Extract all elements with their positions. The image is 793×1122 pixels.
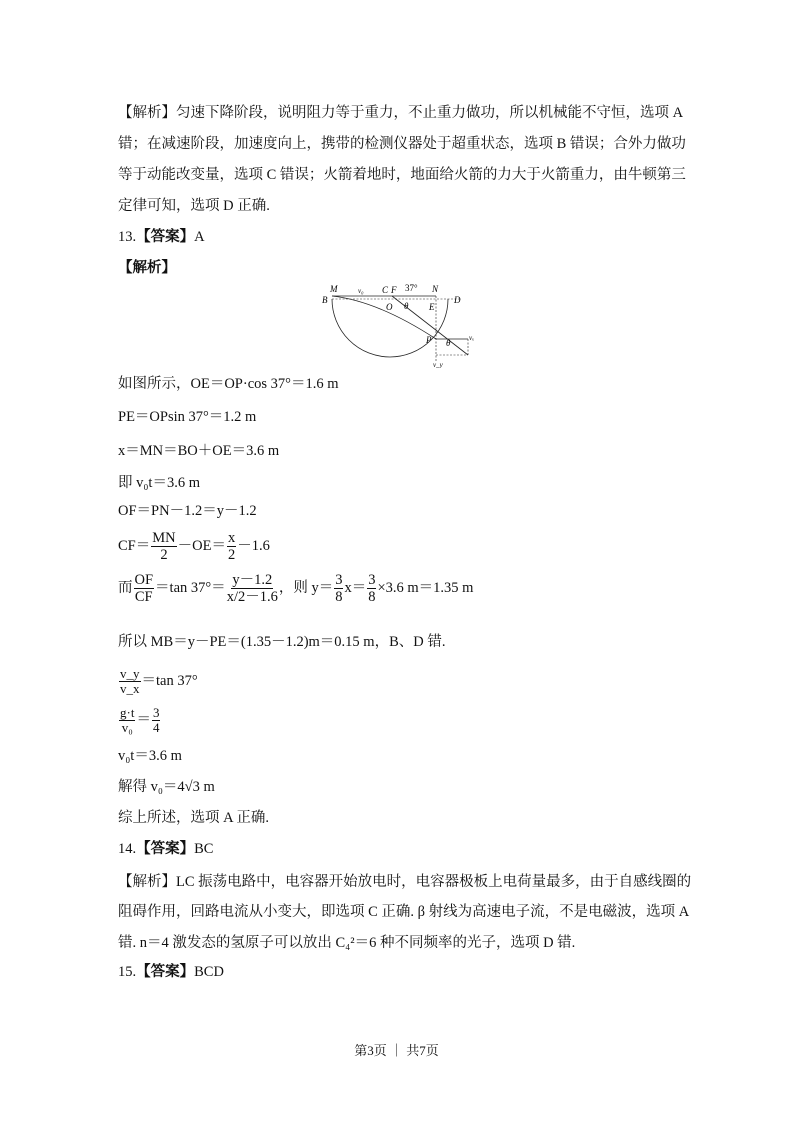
conclusion-line: 综上所述，选项 A 正确. — [118, 810, 270, 826]
svg-text:37°: 37° — [405, 283, 418, 293]
equation-line: 如图所示，OE＝OP·cos 37°＝1.6 m — [118, 376, 339, 392]
svg-text:B: B — [322, 295, 328, 305]
equation-line: OF＝PN－1.2＝y－1.2 — [118, 503, 257, 519]
svg-text:D: D — [454, 295, 461, 305]
q13-analysis-heading: 【解析】 — [118, 260, 176, 276]
equation-line: CF＝ $\frac{MN}{2}$ －OE＝ $\frac{x}{2}$ －1.6 — [118, 530, 270, 563]
q12-analysis-line: 定律可知，选项 D 正确. — [118, 198, 270, 214]
page-footer: 第3页 ｜ 共7页 — [354, 1043, 439, 1058]
svg-text:v_y: v_y — [433, 361, 443, 368]
equation-line: 而 $\frac{OF}{CF}$ ＝tan 37°＝ $\frac{y-1.2}{x/2-1.6}$ ，则 y＝ $\frac{3}{8}$ x＝ $\frac{3}{8}$ ×3.6 m＝1.35 m — [118, 572, 474, 605]
q14-analysis-line: 【解析】LC 振荡电路中，电容器开始放电时，电容器极板上电荷量最多，由于自感线圈的 — [118, 874, 692, 890]
svg-text:P: P — [426, 335, 432, 345]
svg-text:vₓ: vₓ — [469, 334, 475, 342]
q12-analysis-line: 等于动能改变量，选项 C 错误；火箭着地时，地面给火箭的力大于火箭重力，由牛顿第三 — [118, 167, 686, 183]
svg-text:θ: θ — [404, 301, 409, 311]
projectile-semicircle-figure — [318, 283, 478, 368]
svg-text:M: M — [330, 284, 338, 294]
equation-line: 即 v₀t＝3.6 m — [118, 475, 200, 491]
equation-line: v₀t＝3.6 m — [118, 748, 182, 764]
svg-text:C: C — [382, 285, 389, 295]
equation-line: $\frac{v\_y}{v\_x}$ ＝tan 37° — [120, 666, 198, 696]
q14-answer: 14.【答案】BC — [118, 841, 214, 857]
q12-analysis-line: 【解析】匀速下降阶段，说明阻力等于重力，不止重力做功，所以机械能不守恒，选项 A — [118, 105, 684, 121]
svg-text:E: E — [429, 302, 435, 312]
equation-line: 所以 MB＝y－PE＝(1.35－1.2)m＝0.15 m，B、D 错. — [118, 634, 446, 650]
equation-line: 解得 v₀＝4√3 m — [118, 779, 215, 795]
svg-text:N: N — [432, 284, 439, 294]
q12-analysis-line: 错；在减速阶段，加速度向上，携带的检测仪器处于超重状态，选项 B 错误；合外力做功 — [118, 136, 686, 152]
svg-text:F: F — [391, 285, 397, 295]
equation-line: PE＝OPsin 37°＝1.2 m — [118, 409, 257, 425]
equation-line: x＝MN＝BO＋OE＝3.6 m — [118, 443, 280, 459]
svg-text:O: O — [386, 302, 393, 312]
svg-text:v₀: v₀ — [358, 287, 364, 295]
svg-text:θ: θ — [446, 338, 451, 348]
q15-answer: 15.【答案】BCD — [118, 964, 224, 980]
q14-analysis-line: 错. n＝4 激发态的氢原子可以放出 C₄²＝6 种不同频率的光子，选项 D 错. — [118, 935, 576, 951]
q13-answer: 13.【答案】A — [118, 229, 205, 245]
q14-analysis-line: 阻碍作用，回路电流从小变大，即选项 C 正确. β 射线为高速电子流，不是电磁波，选项 A — [118, 904, 690, 920]
equation-line: $\frac{g\cdot t}{\text{v₀}}$ ＝ $\frac{3}{4}$ — [120, 705, 160, 735]
